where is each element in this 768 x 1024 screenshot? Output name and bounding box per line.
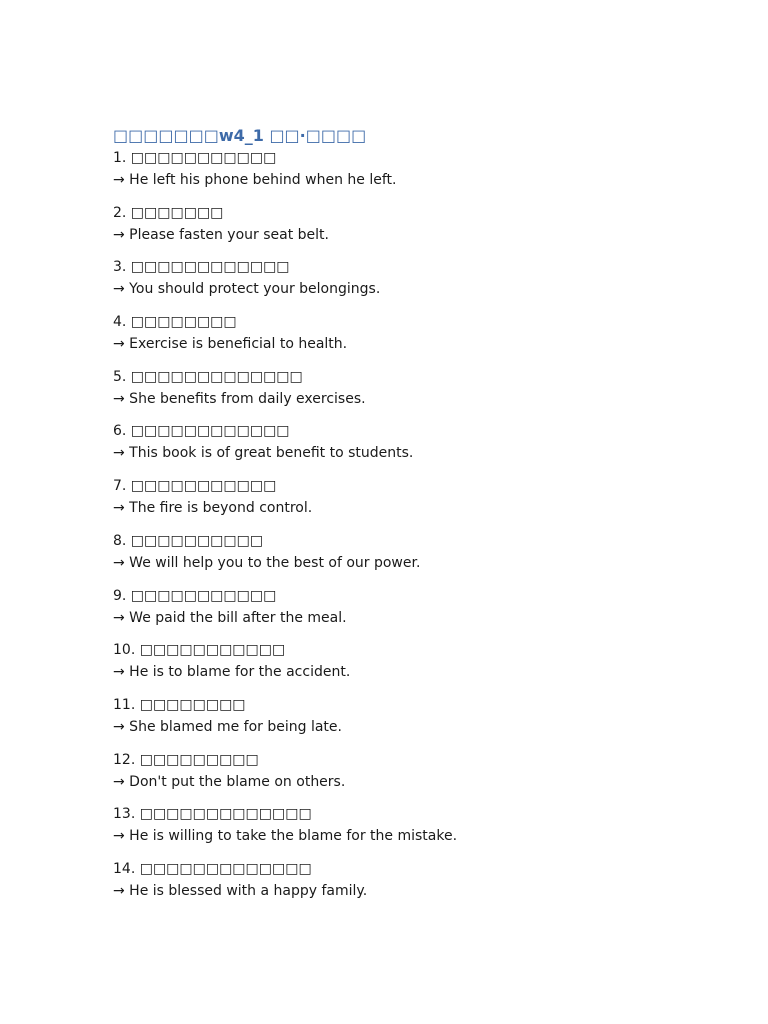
list-item xyxy=(113,803,713,847)
chinese-sentence: 2. □□□□□□□ xyxy=(113,204,224,221)
english-translation: → The fire is beyond control. xyxy=(113,500,313,517)
english-translation: → He is to blame for the accident. xyxy=(113,664,351,681)
english-translation: → This book is of great benefit to students. xyxy=(113,445,414,462)
chinese-sentence: 14. □□□□□□□□□□□□□ xyxy=(113,860,312,877)
sentence-list xyxy=(113,147,713,902)
chinese-sentence: 4. □□□□□□□□ xyxy=(113,314,237,331)
english-translation: → He is willing to take the blame for the mistake. xyxy=(113,828,458,845)
list-item xyxy=(113,147,713,191)
english-translation: → He left his phone behind when he left. xyxy=(113,172,397,188)
english-translation: → You should protect your belongings. xyxy=(113,281,381,298)
english-translation: → Don't put the blame on others. xyxy=(113,773,346,790)
english-translation: → Exercise is beneficial to health. xyxy=(113,336,348,353)
document-title: □□□□□□□w4_1 □□·□□□□ xyxy=(113,126,367,145)
chinese-sentence: 3. □□□□□□□□□□□□ xyxy=(113,259,290,276)
list-item xyxy=(113,366,713,410)
chinese-sentence: 7. □□□□□□□□□□□ xyxy=(113,478,277,495)
chinese-sentence: 12. □□□□□□□□□ xyxy=(113,751,259,768)
list-item xyxy=(113,475,713,519)
chinese-sentence: 13. □□□□□□□□□□□□□ xyxy=(113,806,312,823)
list-item xyxy=(113,420,713,464)
chinese-sentence: 8. □□□□□□□□□□ xyxy=(113,532,264,549)
list-item xyxy=(113,858,713,902)
chinese-sentence: 1. □□□□□□□□□□□ xyxy=(113,150,277,166)
document-page xyxy=(113,125,713,913)
english-translation: → We will help you to the best of our power. xyxy=(113,554,421,571)
list-item xyxy=(113,530,713,574)
list-item xyxy=(113,202,713,246)
english-translation: → Please fasten your seat belt. xyxy=(113,226,329,243)
chinese-sentence: 10. □□□□□□□□□□□ xyxy=(113,642,286,659)
english-translation: → He is blessed with a happy family. xyxy=(113,882,368,899)
chinese-sentence: 6. □□□□□□□□□□□□ xyxy=(113,423,290,440)
english-translation: → She benefits from daily exercises. xyxy=(113,390,366,407)
list-item xyxy=(113,749,713,793)
list-item xyxy=(113,585,713,629)
list-item xyxy=(113,639,713,683)
list-item xyxy=(113,256,713,300)
chinese-sentence: 11. □□□□□□□□ xyxy=(113,696,246,713)
chinese-sentence: 9. □□□□□□□□□□□ xyxy=(113,587,277,604)
english-translation: → We paid the bill after the meal. xyxy=(113,609,347,626)
english-translation: → She blamed me for being late. xyxy=(113,718,342,735)
list-item xyxy=(113,311,713,355)
list-item xyxy=(113,694,713,738)
chinese-sentence: 5. □□□□□□□□□□□□□ xyxy=(113,368,303,385)
